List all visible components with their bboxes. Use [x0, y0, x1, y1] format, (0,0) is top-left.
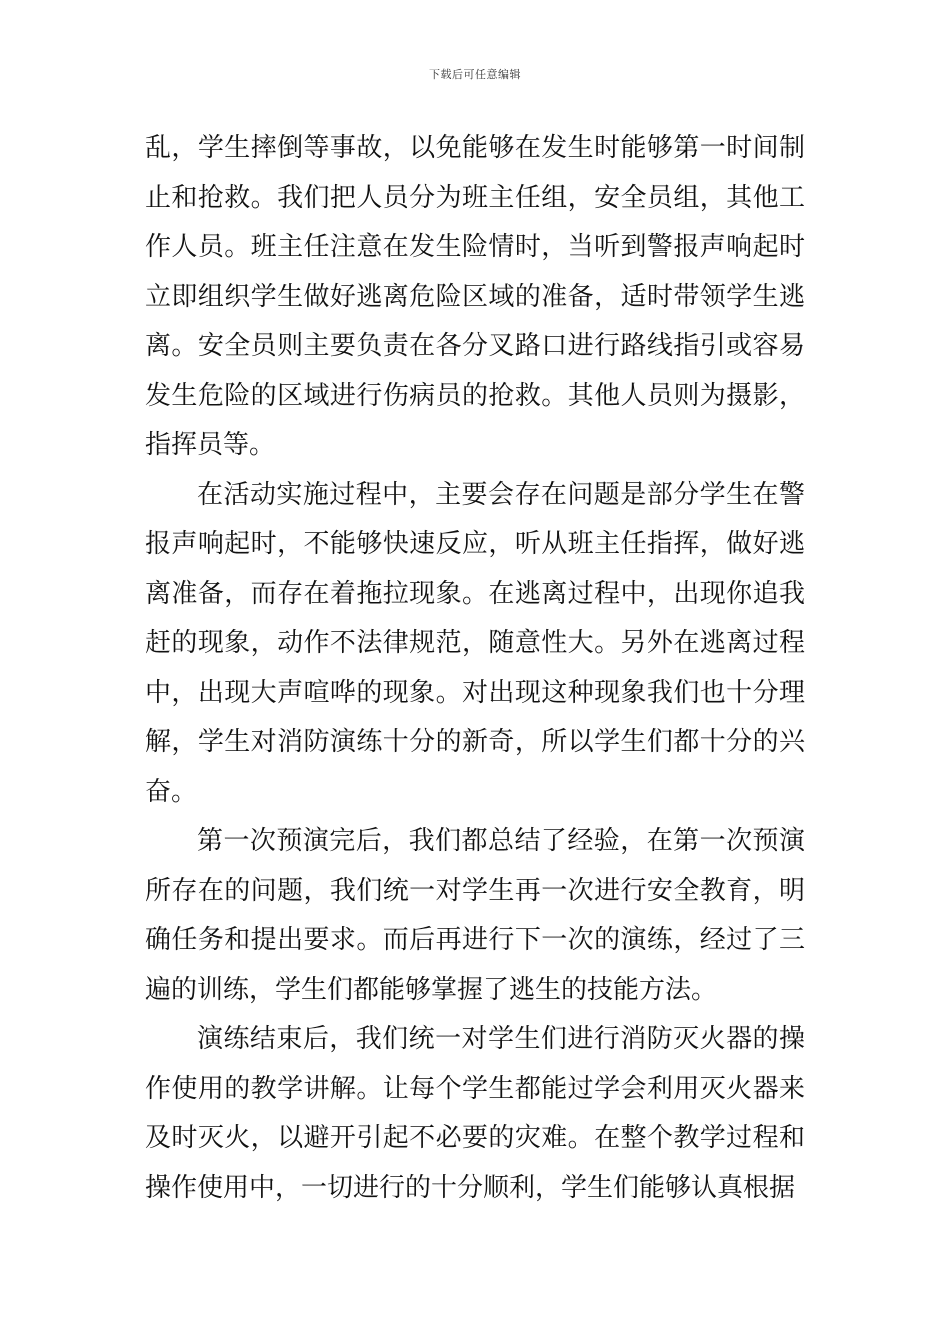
document-body: [145, 124, 805, 1213]
paragraph-1: 乱，学生摔倒等事故，以免能够在发生时能够第一时间制止和抢救。我们把人员分为班主任组，安全员组，其他工作人员。班主任注意在发生险情时，当听到警报声响起时立即组织学生做好逃离危险区域的准备，适时带领学生逃离。安全员则主要负责在各分叉路口进行路线指引或容易发生危险的区域进行伤病员的抢救。其他人员则为摄影，指挥员等。: [145, 133, 805, 460]
paragraph-4: 演练结束后，我们统一对学生们进行消防灭火器的操作使用的教学讲解。让每个学生都能过学会利用灭火器来及时灭火，以避开引起不必要的灾难。在整个教学过程和操作使用中，一切进行的十分顺利，学生们能够认真根据: [145, 1024, 805, 1203]
paragraph-3: 第一次预演完后，我们都总结了经验，在第一次预演所存在的问题，我们统一对学生再一次进行安全教育，明确任务和提出要求。而后再进行下一次的演练，经过了三遍的训练，学生们都能够掌握了逃生的技能方法。: [145, 826, 805, 1005]
page-header: 下载后可任意编辑: [429, 68, 521, 81]
paragraph-2: 在活动实施过程中，主要会存在问题是部分学生在警报声响起时，不能够快速反应，听从班主任指挥，做好逃离准备，而存在着拖拉现象。在逃离过程中，出现你追我赶的现象，动作不法律规范，随意性大。另外在逃离过程中，出现大声喧哗的现象。对出现这种现象我们也十分理解，学生对消防演练十分的新奇，所以学生们都十分的兴奋。: [145, 479, 805, 807]
